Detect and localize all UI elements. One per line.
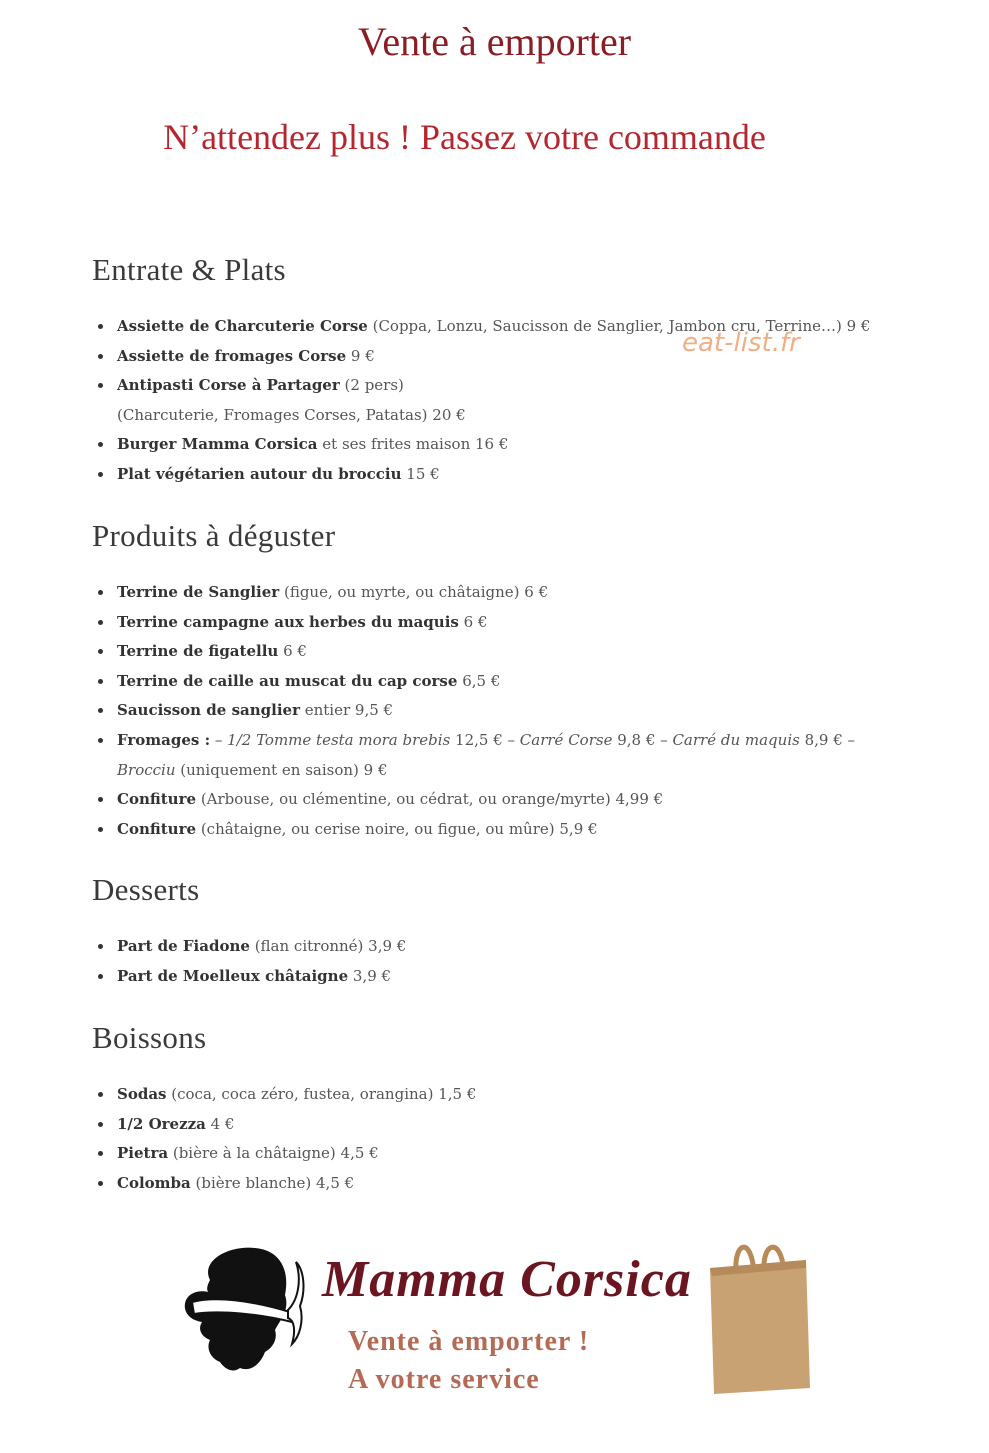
- item-variant: Brocciu: [117, 760, 176, 779]
- watermark: eat-list.fr: [682, 328, 800, 358]
- item-detail: 4 €: [205, 1114, 235, 1133]
- menu-item: [92, 785, 892, 815]
- item-name: Assiette de Charcuterie Corse: [117, 317, 368, 335]
- item-detail: 15 €: [401, 464, 440, 483]
- menu-item: [92, 932, 892, 962]
- item-name: Part de Moelleux châtaigne: [117, 966, 349, 985]
- item-name: Part de Fiadone: [117, 937, 250, 955]
- item-detail-line2: (Charcuterie, Fromages Corses, Patatas) 20 €: [117, 405, 466, 424]
- menu-item: [92, 1080, 892, 1110]
- menu-item: [92, 1110, 892, 1140]
- menu-list: [92, 312, 892, 490]
- item-detail: (bière blanche) 4,5 €: [190, 1173, 355, 1192]
- item-detail: –: [210, 730, 228, 749]
- item-detail: (coca, coca zéro, fustea, orangina) 1,5 €: [166, 1085, 477, 1103]
- menu-item: [92, 312, 892, 342]
- item-name: Fromages :: [117, 730, 211, 749]
- item-name: Assiette de fromages Corse: [117, 346, 347, 365]
- item-name: Pietra: [117, 1144, 169, 1163]
- page-title: Vente à emporter: [357, 19, 632, 64]
- section-boissons: [92, 1020, 892, 1198]
- item-name: 1/2 Orezza: [117, 1114, 206, 1133]
- item-name: Confiture: [117, 790, 197, 809]
- menu-item: [92, 430, 892, 460]
- menu-item: [92, 578, 892, 608]
- item-detail: 6 €: [278, 642, 307, 661]
- item-price: 8,9 € –: [799, 730, 856, 749]
- item-name: Saucisson de sanglier: [117, 701, 300, 720]
- menu-list: [92, 578, 892, 844]
- item-detail: (Arbouse, ou clémentine, ou cédrat, ou orange/myrte) 4,99 €: [196, 790, 664, 809]
- item-name: Terrine de Sanglier: [117, 583, 280, 601]
- section-heading: Produits à déguster: [92, 518, 336, 553]
- page-subtitle: N’attendez plus ! Passez votre commande: [163, 117, 766, 157]
- paper-bag-icon: [706, 1232, 812, 1397]
- item-detail: 3,9 €: [348, 966, 392, 985]
- menu-list: [92, 932, 892, 991]
- item-variant: Carré du maquis: [672, 730, 800, 749]
- footer-logo: [0, 1232, 989, 1412]
- menu-item: [92, 696, 892, 726]
- item-name: Plat végétarien autour du brocciu: [117, 464, 402, 483]
- item-detail: (Coppa, Lonzu, Saucisson de Sanglier, Jambon cru, Terrine…) 9 €: [367, 317, 871, 335]
- tagline-2: A votre service: [348, 1364, 540, 1395]
- item-variant: 1/2 Tomme testa mora brebis: [227, 730, 451, 749]
- menu-list: [92, 1080, 892, 1198]
- item-name: Antipasti Corse à Partager: [117, 376, 340, 395]
- brand-name: Mamma Corsica: [322, 1251, 692, 1308]
- menu-item: [92, 460, 892, 490]
- section-desserts: [92, 872, 892, 991]
- tagline-1: Vente à emporter !: [348, 1326, 590, 1357]
- section-heading: Desserts: [92, 872, 200, 907]
- item-name: Confiture: [117, 819, 197, 838]
- item-name: Colomba: [117, 1173, 191, 1192]
- item-detail: et ses frites maison 16 €: [317, 435, 509, 454]
- item-detail: (flan citronné) 3,9 €: [249, 937, 407, 955]
- menu-item: [92, 637, 892, 667]
- item-detail: 9 €: [346, 346, 375, 365]
- item-name: Terrine campagne aux herbes du maquis: [117, 612, 459, 631]
- item-name: Sodas: [117, 1085, 167, 1103]
- section-produits: [92, 518, 892, 844]
- item-detail: entier 9,5 €: [299, 701, 394, 720]
- item-name: Terrine de figatellu: [117, 642, 279, 661]
- menu-item: [92, 815, 892, 845]
- item-name: Burger Mamma Corsica: [117, 435, 318, 454]
- menu-item: [92, 1139, 892, 1169]
- item-price: (uniquement en saison) 9 €: [175, 760, 388, 779]
- moor-head-icon: [180, 1240, 310, 1380]
- item-detail: 6,5 €: [457, 671, 501, 690]
- item-price: 12,5 € –: [450, 730, 520, 749]
- menu-item: [92, 962, 892, 992]
- item-price: 9,8 € –: [612, 730, 673, 749]
- item-variant: Carré Corse: [519, 730, 613, 749]
- section-heading: Entrate & Plats: [92, 252, 286, 287]
- menu-item: [92, 726, 892, 785]
- menu-item: [92, 608, 892, 638]
- section-entrees: [92, 252, 892, 490]
- menu-item: [92, 342, 892, 372]
- menu-item: [92, 1169, 892, 1199]
- menu-item: [92, 667, 892, 697]
- item-detail: (châtaigne, ou cerise noire, ou figue, ou mûre) 5,9 €: [196, 819, 598, 838]
- item-name: Terrine de caille au muscat du cap corse: [117, 671, 458, 690]
- menu-item: [92, 371, 892, 430]
- item-detail: 6 €: [458, 612, 488, 631]
- item-detail: (figue, ou myrte, ou châtaigne) 6 €: [279, 583, 549, 601]
- section-heading: Boissons: [92, 1020, 207, 1055]
- item-detail: (bière à la châtaigne) 4,5 €: [168, 1144, 379, 1163]
- item-detail: (2 pers): [339, 376, 404, 395]
